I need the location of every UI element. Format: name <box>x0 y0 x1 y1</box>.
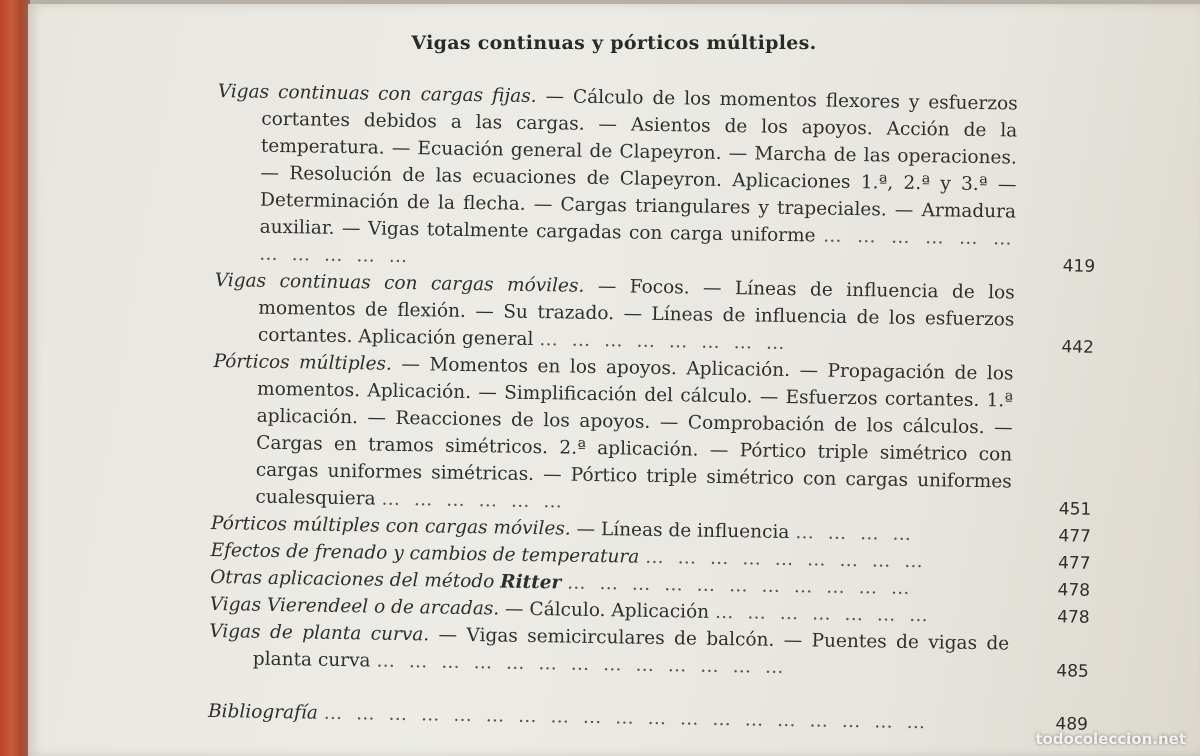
entry-text: — Líneas de influencia <box>570 518 790 544</box>
entry-text: — Momentos en los apoyos. Aplicación. — Propagación de los momentos. Aplicación. — Simplificación del cálculo. — Esfuerzos cortantes. 1.ª aplicación. — Reacciones de los apoyos. — Comprobación de los cálculos. — Cargas en tramos simétricos. 2.ª aplicación. — Pórtico triple simétrico con cargas uniformes simétricas. — Pórtico triple simétrico con cargas uniformes cualesquiera <box>255 353 1014 510</box>
entry-heading: Pórticos múltiples con cargas móviles. <box>210 512 571 540</box>
book-edge <box>0 0 30 756</box>
table-of-contents <box>208 78 1098 739</box>
dot-leader: … … … … … … … … … … … <box>259 225 1016 268</box>
dot-leader: … … … … … … <box>381 488 567 513</box>
dot-leader: … … … … … … … … … … … … … <box>376 650 788 679</box>
page-number: 451 <box>1058 499 1092 520</box>
dot-leader: … … … … … … … <box>714 601 932 627</box>
toc-entry <box>211 348 1093 524</box>
entry-heading: Bibliografía <box>207 700 319 724</box>
entry-heading: Vigas de planta curva. <box>209 620 430 646</box>
book-page <box>28 4 1200 756</box>
entry-heading: Efectos de frenado y cambios de temperatura <box>210 539 640 568</box>
page-number: 478 <box>1057 580 1091 601</box>
entry-heading-name: Ritter <box>500 571 562 594</box>
page-number: 489 <box>1055 714 1089 735</box>
entry-heading: Pórticos múltiples. <box>213 350 393 375</box>
toc-entry <box>215 78 1098 281</box>
entry-text: — Focos. — Líneas de influencia de los momentos de flexión. — Su trazado. — Líneas de influencia de los esfuerzos cortantes. Aplicación general <box>257 275 1015 350</box>
page-number: 485 <box>1056 661 1089 682</box>
dot-leader: … … … … … … … … … … … … … … … … … … … <box>323 702 930 734</box>
section-title: Vigas continuas y pórticos múltiples. <box>411 32 817 54</box>
dot-leader: … … … … … … … … <box>539 329 789 354</box>
entry-heading: Vigas continuas con cargas móviles. <box>214 269 585 297</box>
entry-text: — Vigas semicirculares de balcón. — Puentes de vigas de planta curva <box>252 624 1010 672</box>
dot-leader: … … … … <box>795 522 916 546</box>
page-number: 419 <box>1062 256 1096 277</box>
entry-heading: Vigas Vierendeel o de arcadas. <box>209 593 500 620</box>
entry-heading: Otras aplicaciones del método <box>209 566 495 593</box>
dot-leader: … … … … … … … … … <box>645 546 927 573</box>
page-number: 477 <box>1058 526 1092 547</box>
page-number: 442 <box>1061 337 1095 358</box>
entry-text: — Cálculo de los momentos flexores y esfuerzos cortantes debidos a las cargas. — Asientos de los apoyos. Acción de la temperatura. — Ecuación general de Clapeyron. — Marcha de las operaciones. — Resolución de las ecuaciones de Clapeyron. Aplicaciones 1.ª, 2.ª y 3.ª — Determinación de la flecha. — Cargas triangulares y trapeciales. — Armadura auxiliar. — Vigas totalmente cargadas con carga uniforme <box>259 86 1018 247</box>
dot-leader: … … … … … … … … … … … <box>566 572 914 599</box>
entry-text: — Cálculo. Aplicación <box>499 598 710 623</box>
page-number: 478 <box>1057 607 1090 628</box>
watermark: todocoleccion.net <box>1035 730 1186 748</box>
toc-entry <box>214 267 1095 362</box>
entry-heading: Vigas continuas con cargas fijas. <box>217 80 537 108</box>
page-number: 477 <box>1057 553 1091 574</box>
